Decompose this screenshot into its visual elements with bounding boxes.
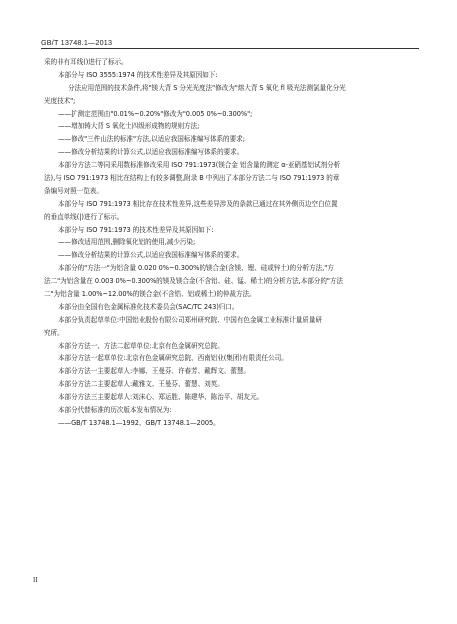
text-line: 法),与 ISO 791:1973 相比在结构上有较多调整,附录 B 中列出了本部分方法二与 ISO 791:1973 的章 xyxy=(44,174,340,183)
text-line: 分法应用范围的技术条件,将"镁大背 S 分光光度法"修改为"熔大背 S 氧化 fl 吸光法测氯量化分光 xyxy=(68,83,346,92)
text-line: 采的非有耳线()进行了标示。 xyxy=(44,58,128,66)
foreword-body xyxy=(44,56,416,430)
header-rule xyxy=(41,48,419,49)
text-line: ——修改分析结果的计算公式,以适应我国标准编写体系的要求。 xyxy=(58,148,244,157)
text-line: 本部分由全国有色金属标准化技术委员会(SAC/TC 243)归口。 xyxy=(58,302,239,311)
text-line: ——修改适用范围,删除氧化铝的使用,减少污染; xyxy=(58,238,196,247)
text-line: 究所。 xyxy=(44,328,64,337)
text-line: 本部分方法一起草单位:北京有色金属研究总院、西南铝业(集团)有限责任公司。 xyxy=(58,354,288,363)
standard-code-header: GB/T 13748.1—2013 xyxy=(41,38,113,47)
text-line: 的垂直单线(|)进行了标示。 xyxy=(44,212,124,221)
text-line: 本部分的"方法一"为铝含量 0.020 0%~0.300%的镁合金(含镁、锂、硅或锌土)的分析方法,"方 xyxy=(58,264,334,273)
text-line: 法二"为铝含量在 0.003 0%~0.300%的镁及镁合金(不含铝、硅、锰、稀土)的分析方法,本部分的"方法 xyxy=(44,277,343,286)
text-line: ——扩测定范围由"0.01%~0.20%"修改为"0.005 0%~0.300%"; xyxy=(58,109,253,118)
page-number: II xyxy=(33,576,38,584)
text-line: ——增加铸大背 S 氧化土四级形成物的规则方法; xyxy=(58,122,200,131)
text-line: 二"为铝含量 1.00%~12.00%的镁合金(不含锆、铝或稀土)的仲裁方法。 xyxy=(44,290,256,299)
text-line: 本部分方法二主要起草人:戴雅文、王曼芬、蕾慧、刘英。 xyxy=(58,380,224,389)
text-line: 条编号对照一览表。 xyxy=(44,186,103,195)
text-line: 本部分与 ISO 791:1973 的技术性差异及其原因如下: xyxy=(58,225,214,234)
text-line: 本部分方法三主要起草人:刘沫心、郑运胜、陈建华、陈治平、胡友元。 xyxy=(58,393,264,402)
text-line: 光度技术"; xyxy=(44,96,76,105)
text-line: 本部分与 ISO 791:1973 相比存在技术性差异,这些差异涉及的条款已通过在其外侧页边空白位置 xyxy=(58,199,338,208)
text-line: 本部分方法二等同采用数标准修改采用 ISO 791:1973(镁合金 铝含量的测定 α-亚硝基铝试剂分析 xyxy=(58,161,341,170)
text-line: 本部分与 ISO 3555:1974 的技术性差异及其原因如下: xyxy=(58,70,218,79)
text-line: 本部分方法一主要起草人:李娜、王曼芬、许春芳、戴辉文、蕾慧。 xyxy=(58,367,250,376)
text-line: ——GB/T 13748.1—1992、GB/T 13748.1—2005。 xyxy=(58,418,220,427)
text-line: 本部分代替标准的历次版本发布情况为: xyxy=(58,406,172,415)
text-line: ——修改"三件山法的标准"方法,以适应我国标准编写体系的要求; xyxy=(58,135,245,144)
text-line: ——修改分析结果的计算公式,以适应我国标准编写体系的要求。 xyxy=(58,251,244,260)
text-line: 本部分方法一、方法二起草单位:北京有色金属研究总院。 xyxy=(58,341,224,350)
text-line: 本部分负责起草单位:中国铝业股份有限公司郑州研究院、中国有色金属工业标准计量质量研 xyxy=(58,315,322,324)
